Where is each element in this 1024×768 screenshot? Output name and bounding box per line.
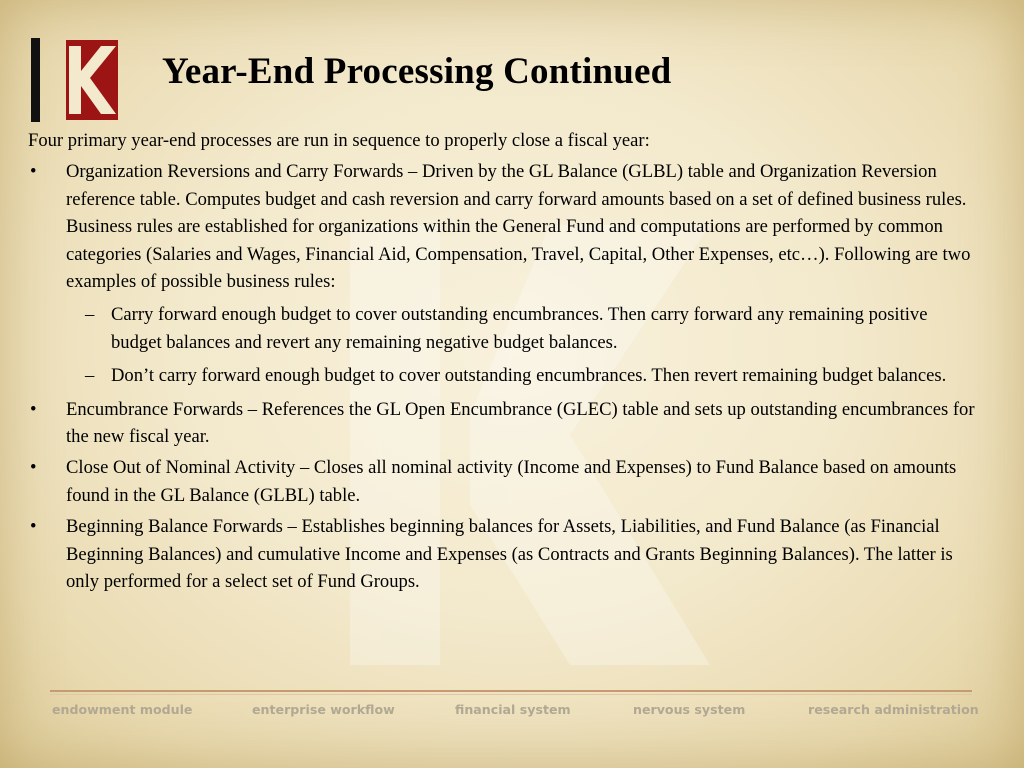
footer-item-enterprise-workflow: enterprise workflow bbox=[252, 702, 395, 717]
list-item bbox=[28, 513, 978, 595]
list-item bbox=[28, 158, 978, 295]
slide-body bbox=[28, 127, 978, 600]
bullet-marker: • bbox=[30, 161, 37, 183]
bullet-text: Beginning Balance Forwards – Establishes beginning balances for Assets, Liabilities, and Fund Balance (as Financial Beginning Balances) and cumulative Income and Expenses (as Contracts and Grants Beginning Balances). The latter is only performed for a select set of Fund Groups. bbox=[66, 516, 953, 593]
list-item bbox=[28, 396, 978, 451]
sub-list-item bbox=[28, 362, 978, 389]
page-title: Year-End Processing Continued bbox=[162, 51, 672, 92]
bullet-marker: • bbox=[30, 398, 37, 420]
bullet-text: Encumbrance Forwards – References the GL Open Encumbrance (GLEC) table and sets up outstanding encumbrances for the new fiscal year. bbox=[66, 398, 975, 448]
footer-nav bbox=[0, 702, 1024, 722]
footer-item-research-administration: research administration bbox=[808, 702, 979, 717]
intro-text: Four primary year-end processes are run in sequence to properly close a fiscal year: bbox=[28, 130, 650, 151]
kuali-logo bbox=[28, 38, 118, 122]
dash-marker: – bbox=[85, 365, 95, 387]
bullet-marker: • bbox=[30, 516, 37, 538]
sub-item-text: Carry forward enough budget to cover outstanding encumbrances. Then carry forward any remaining positive budget balances and revert any remaining negative budget balances. bbox=[111, 304, 928, 353]
sub-item-text: Don’t carry forward enough budget to cover outstanding encumbrances. Then revert remaining budget balances. bbox=[111, 365, 947, 387]
footer-rule-secondary bbox=[50, 694, 972, 695]
bullet-text: Close Out of Nominal Activity – Closes all nominal activity (Income and Expenses) to Fund Balance based on amounts found in the GL Balance (GLBL) table. bbox=[66, 457, 957, 506]
footer-item-endowment-module: endowment module bbox=[52, 702, 193, 717]
footer-item-nervous-system: nervous system bbox=[633, 702, 746, 717]
bullet-text: Organization Reversions and Carry Forwards – Driven by the GL Balance (GLBL) table and Organization Reversion reference table. Computes budget and cash reversion and carry forward amounts based on a set of defined business rules. Business rules are established for organizations within the General Fund and computations are performed by common categories (Salaries and Wages, Financial Aid, Compensation, Travel, Capital, Other Expenses, etc…). Following are two examples of possible business rules: bbox=[66, 161, 971, 293]
dash-marker: – bbox=[85, 304, 95, 326]
footer-item-financial-system: financial system bbox=[455, 702, 571, 717]
list-item bbox=[28, 454, 978, 509]
sub-list-item bbox=[28, 301, 978, 356]
footer-rule bbox=[50, 690, 972, 692]
bullet-marker: • bbox=[30, 457, 37, 479]
